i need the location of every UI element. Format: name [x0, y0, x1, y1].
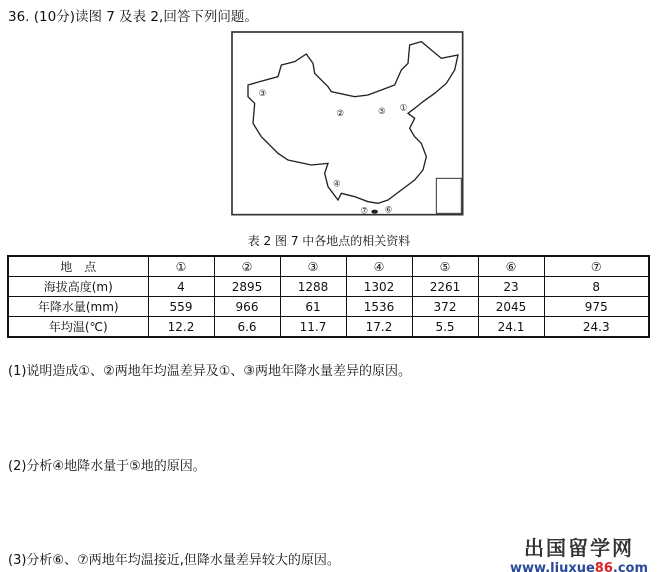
- row-label: 年均温(℃): [8, 317, 148, 338]
- header-cell: ⑥: [478, 256, 544, 277]
- map-label-6: ⑥: [384, 205, 393, 216]
- hainan-island: [371, 210, 378, 214]
- table-cell: 2045: [478, 297, 544, 317]
- table-cell: 12.2: [148, 317, 214, 338]
- table-cell: 559: [148, 297, 214, 317]
- table-cell: 975: [544, 297, 649, 317]
- south-china-sea-inset: [436, 178, 461, 213]
- sub-question-3: (3)分析⑥、⑦两地年均温接近,但降水量差异较大的原因。: [8, 553, 340, 568]
- watermark-url: [510, 561, 648, 572]
- china-outline: [248, 42, 458, 204]
- table-row: [8, 297, 649, 317]
- table-cell: 966: [214, 297, 280, 317]
- table-cell: 8: [544, 277, 649, 297]
- table-header-row: [8, 256, 649, 277]
- table-cell: 5.5: [412, 317, 478, 338]
- table-cell: 23: [478, 277, 544, 297]
- sub-question-2: (2)分析④地降水量于⑤地的原因。: [8, 459, 206, 474]
- watermark-logo: [510, 532, 648, 572]
- header-cell: ⑤: [412, 256, 478, 277]
- row-label: 海拔高度(m): [8, 277, 148, 297]
- header-cell: ②: [214, 256, 280, 277]
- table-cell: 11.7: [280, 317, 346, 338]
- location-data-table: [7, 255, 650, 338]
- sub-question-1: (1)说明造成①、②两地年均温差异及①、③两地年降水量差异的原因。: [8, 364, 412, 379]
- header-cell: ④: [346, 256, 412, 277]
- map-label-1: ①: [399, 103, 408, 114]
- watermark-url-c: .com: [612, 561, 648, 572]
- table-cell: 1536: [346, 297, 412, 317]
- map-label-3: ③: [258, 89, 267, 99]
- china-map-figure-7: [228, 30, 468, 220]
- table-cell: 372: [412, 297, 478, 317]
- map-label-4: ④: [333, 179, 341, 190]
- table-row: [8, 277, 649, 297]
- map-label-7: ⑦: [360, 206, 369, 217]
- table-cell: 6.6: [214, 317, 280, 338]
- header-cell: ⑦: [544, 256, 649, 277]
- table-cell: 1288: [280, 277, 346, 297]
- table-cell: 2261: [412, 277, 478, 297]
- header-cell: 地 点: [8, 256, 148, 277]
- watermark-url-b: 86: [594, 561, 613, 572]
- table-cell: 24.3: [544, 317, 649, 338]
- question-title: 36. (10分)读图 7 及表 2,回答下列问题。: [8, 9, 258, 25]
- table-cell: 24.1: [478, 317, 544, 338]
- table-cell: 61: [280, 297, 346, 317]
- map-frame: [232, 32, 463, 215]
- table-cell: 2895: [214, 277, 280, 297]
- watermark-name: 出国留学网: [524, 536, 634, 560]
- header-cell: ①: [148, 256, 214, 277]
- table-cell: 17.2: [346, 317, 412, 338]
- table-caption: 表 2 图 7 中各地点的相关资料: [247, 234, 411, 248]
- map-label-2: ②: [336, 109, 345, 119]
- watermark-url-a: www.liuxue: [510, 561, 595, 572]
- table-cell: 1302: [346, 277, 412, 297]
- table-cell: 4: [148, 277, 214, 297]
- map-label-5: ⑤: [378, 107, 386, 117]
- table-row: [8, 317, 649, 338]
- row-label: 年降水量(mm): [8, 297, 148, 317]
- header-cell: ③: [280, 256, 346, 277]
